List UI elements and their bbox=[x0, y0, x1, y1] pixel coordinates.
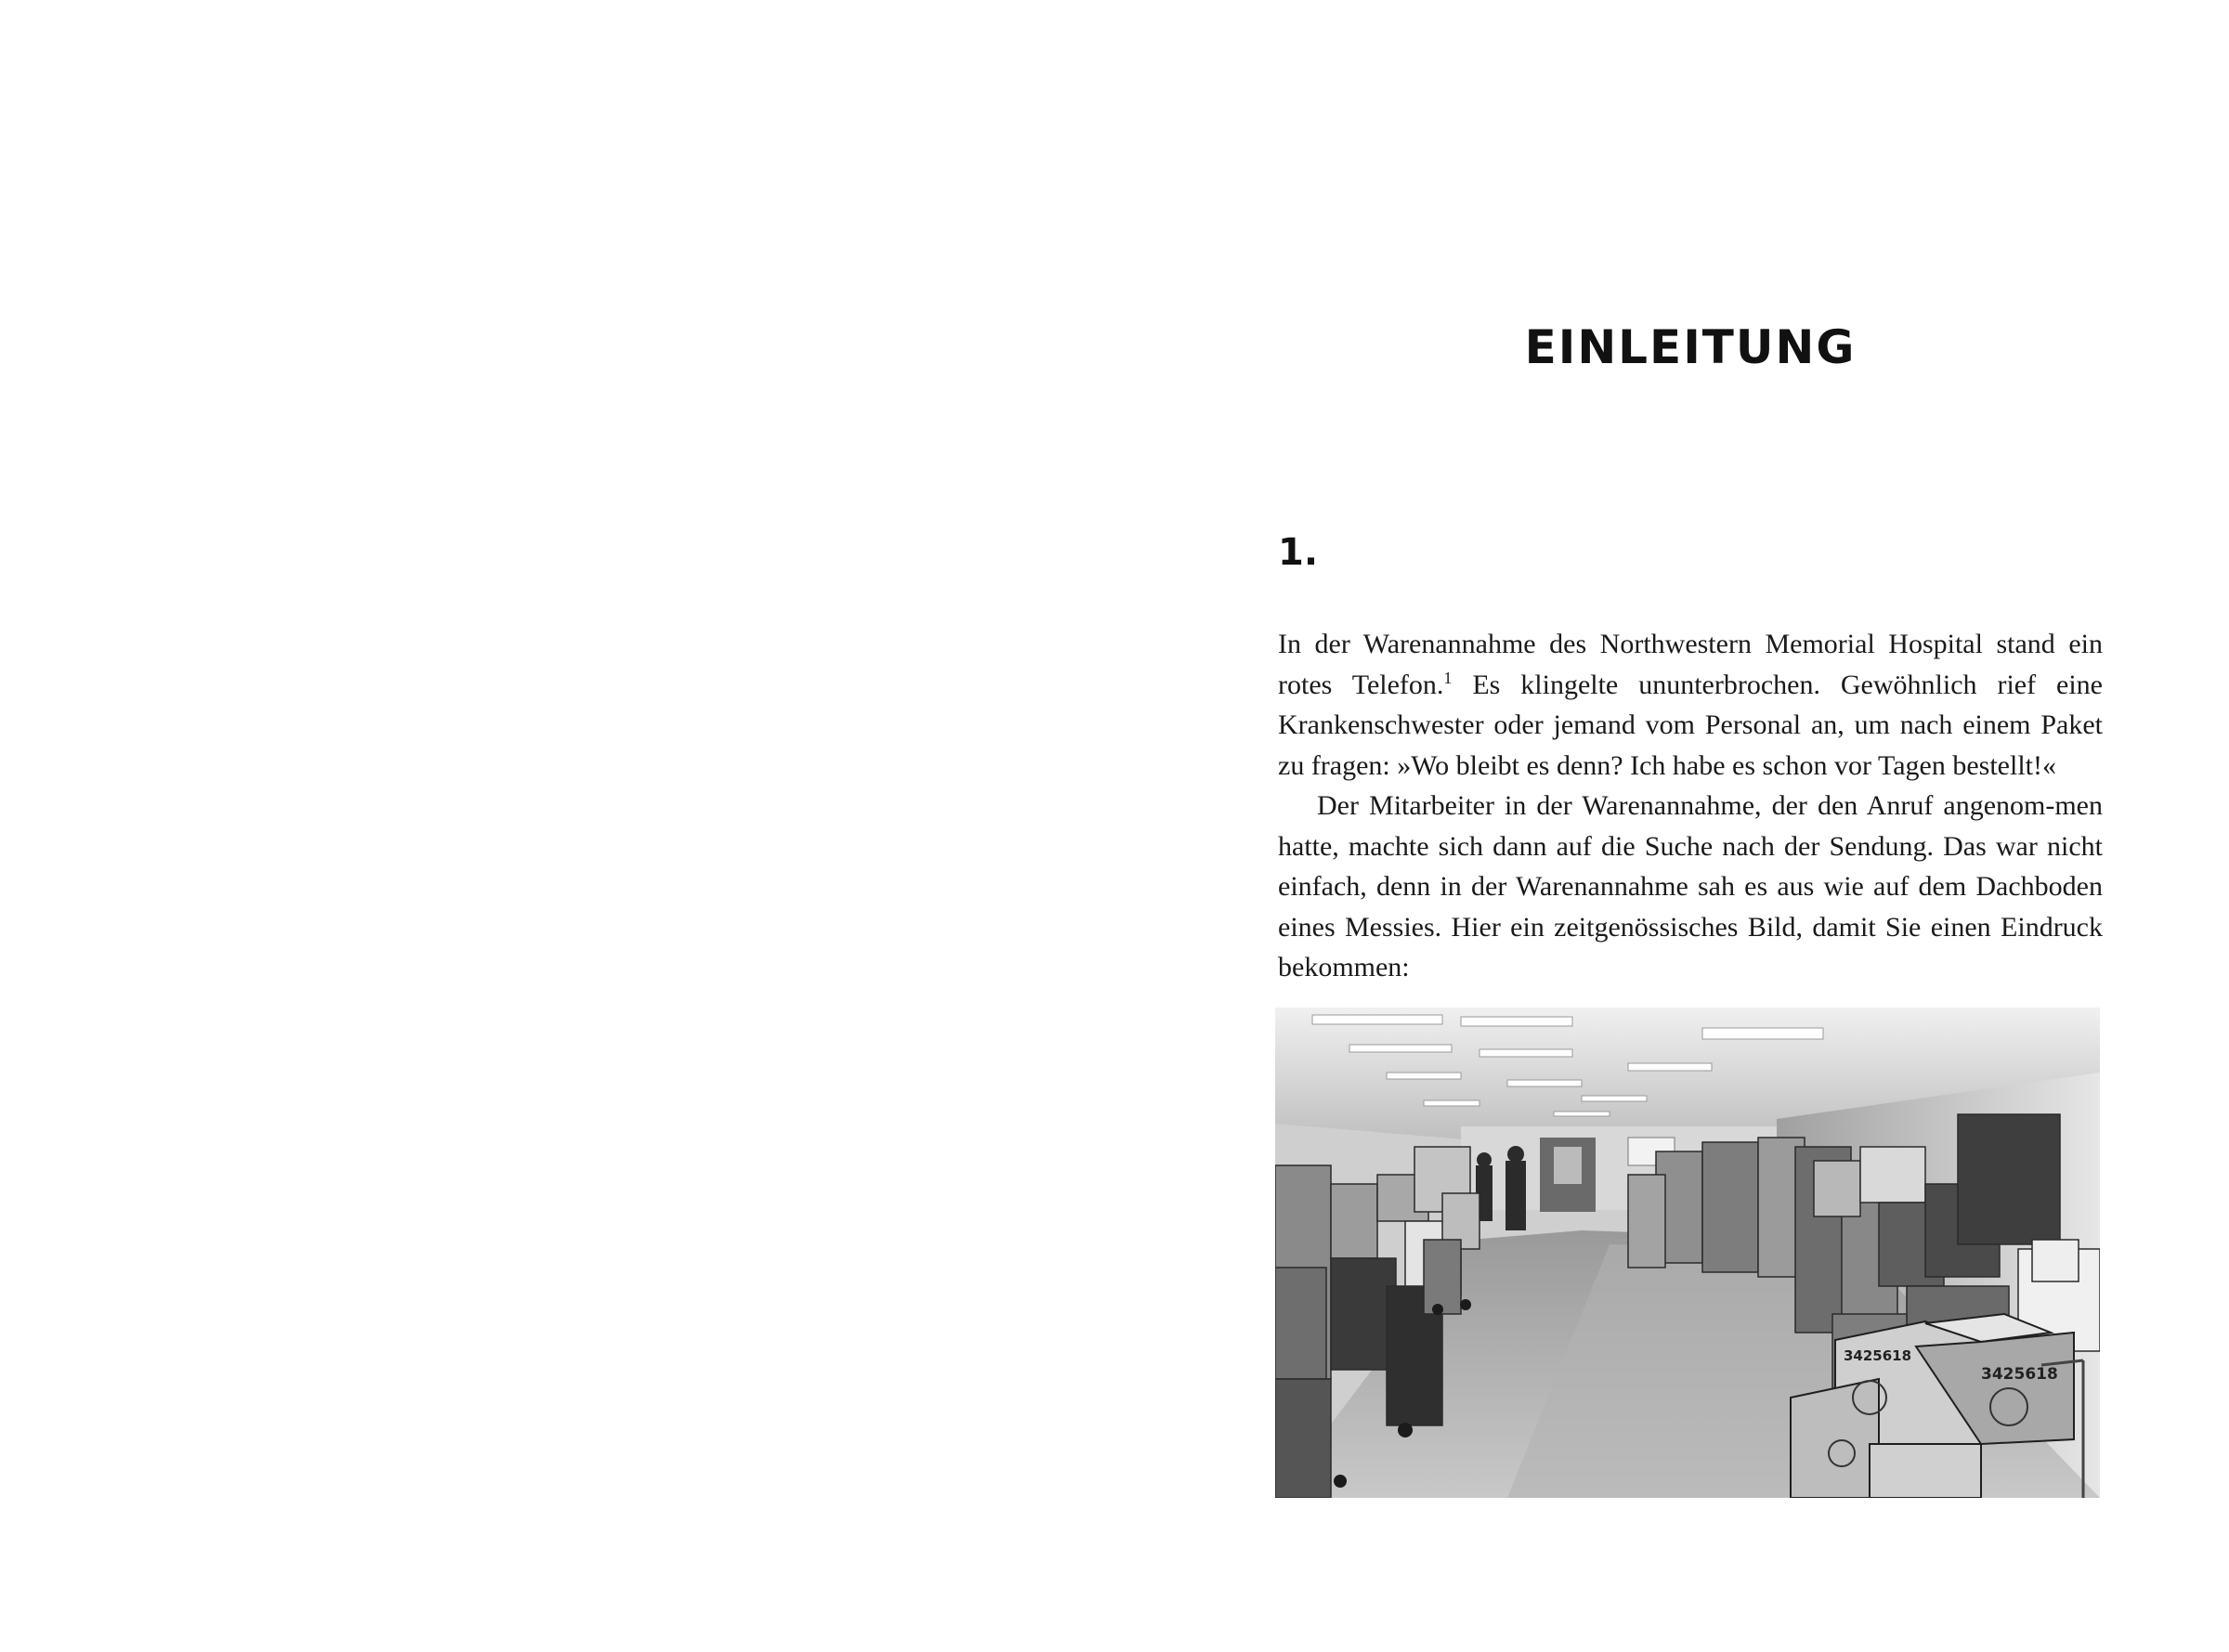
warehouse-photo-illustration bbox=[1275, 1008, 2100, 1498]
paragraph-1 bbox=[1278, 624, 2103, 786]
paragraph-1-text-b: Es klingelte ununterbrochen. Gewöhnlich rief eine Krankenschwester oder jemand vom Personal an, um nach einem Paket zu fragen: »Wo bleibt es denn? Ich habe es schon vor Tagen bestellt!« bbox=[1278, 669, 2103, 781]
left-page-blank bbox=[0, 0, 1114, 1652]
body-text bbox=[1278, 624, 2103, 988]
box-label-1: 3425618 bbox=[1844, 1347, 1912, 1364]
chapter-title: EINLEITUNG bbox=[1524, 320, 1857, 374]
box-label-2: 3425618 bbox=[1981, 1365, 2058, 1384]
paragraph-2-text-b: men hatte, machte sich dann auf die Suche nach der Sendung. Das war nicht einfach, denn in der Warenannahme sah es aus wie auf dem Dachboden eines Messies. Hier ein zeitgenössisches Bild, damit Sie einen Eindruck bekommen: bbox=[1278, 790, 2103, 982]
paragraph-1-text-a: In der Warenannahme des Northwestern Memorial Hospital stand ein rotes Telefon. bbox=[1278, 629, 2103, 700]
footnote-marker[interactable]: 1 bbox=[1443, 668, 1453, 687]
warehouse-photo bbox=[1275, 1008, 2100, 1498]
section-number: 1. bbox=[1278, 531, 1319, 574]
paragraph-2 bbox=[1278, 786, 2103, 988]
paragraph-2-line-a: Der Mitarbeiter in der Warenannahme, der den Anruf angenom- bbox=[1317, 790, 2055, 821]
